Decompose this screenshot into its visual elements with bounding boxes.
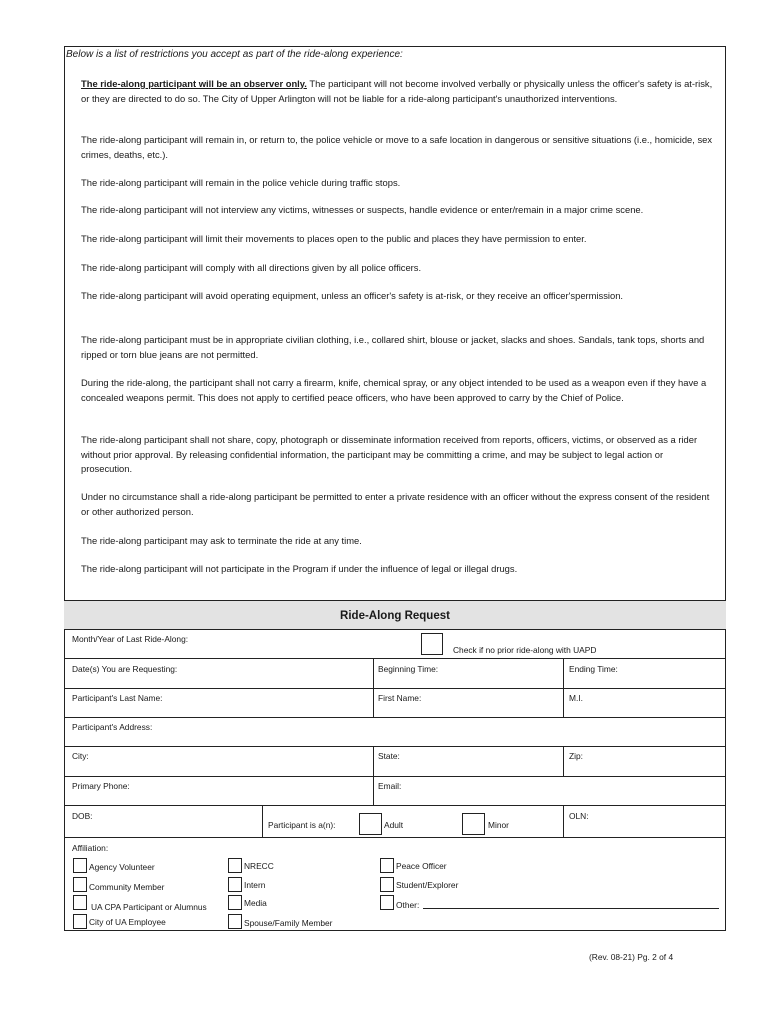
community-member-checkbox[interactable] <box>73 877 87 892</box>
no-prior-checkbox[interactable] <box>421 633 443 655</box>
adult-checkbox[interactable] <box>359 813 382 835</box>
restriction-paragraph: The ride-along participant must be in appropriate civilian clothing, i.e., collared shirt, blouse or jacket, slacks and shoes. Sandals, tank tops, shorts and ripped or torn blue jeans are not permitted. <box>81 334 705 360</box>
other-label: Other: <box>396 900 420 910</box>
row-divider <box>64 805 726 806</box>
ua-cpa-label: UA CPA Participant or Alumnus <box>91 902 207 912</box>
last-name-label: Participant's Last Name: <box>72 693 163 703</box>
nrecc-label: NRECC <box>244 861 274 871</box>
mi-label: M.I. <box>569 693 583 703</box>
restriction-paragraph: The ride-along participant may ask to terminate the ride at any time. <box>81 535 362 546</box>
restriction-paragraph: The ride-along participant will avoid operating equipment, unless an officer's safety is at-risk, or they receive an officer'spermission. <box>81 290 624 301</box>
agency-volunteer-label: Agency Volunteer <box>89 862 155 872</box>
restriction-paragraph: The ride-along participant will limit their movements to places open to the public and places they have permission to enter. <box>81 233 587 244</box>
media-checkbox[interactable] <box>228 895 242 910</box>
restrictions-intro: Below is a list of restrictions you accept as part of the ride-along experience: <box>66 49 403 60</box>
restriction-paragraph: The ride-along participant will not interview any victims, witnesses or suspects, handle evidence or enter/remain in a major crime scene. <box>81 204 644 215</box>
other-input-line[interactable] <box>423 908 719 909</box>
address-label: Participant's Address: <box>72 722 153 732</box>
page-footer: (Rev. 08-21) Pg. 2 of 4 <box>589 952 674 962</box>
restriction-text: The participant will not become involved verbally or physically unless the officer's safety is at-risk, or they are directed to do so. The City of Upper Arlington will not be liable for a ride-along participant's unauthorized interventions. <box>81 78 713 104</box>
column-divider <box>563 658 564 718</box>
participant-type-label: Participant is a(n): <box>268 820 336 830</box>
minor-checkbox[interactable] <box>462 813 485 835</box>
last-ride-label: Month/Year of Last Ride-Along: <box>72 634 189 644</box>
row-divider <box>64 837 726 838</box>
student-explorer-checkbox[interactable] <box>380 877 394 892</box>
column-divider <box>563 805 564 838</box>
restriction-lead: The ride-along participant will be an observer only. <box>81 78 307 89</box>
media-label: Media <box>244 898 267 908</box>
column-divider <box>262 805 263 838</box>
end-time-label: Ending Time: <box>569 664 618 674</box>
minor-label: Minor <box>488 820 509 830</box>
restriction-paragraph: The ride-along participant will not participate in the Program if under the influence of legal or illegal drugs. <box>81 563 518 574</box>
row-divider <box>64 746 726 747</box>
oln-label: OLN: <box>569 811 589 821</box>
restriction-paragraph: The ride-along participant shall not share, copy, photograph or disseminate information received from reports, officers, victims, or observed as a rider without prior approval. By releasing confidential information, the participant may be committing a crime, and may be subject to legal action or prosecution. <box>81 434 698 474</box>
restriction-paragraph: Under no circumstance shall a ride-along participant be permitted to enter a private residence with an officer without the express consent of the resident or other authorized person. <box>81 491 710 517</box>
zip-label: Zip: <box>569 751 583 761</box>
restriction-paragraph: The ride-along participant will comply with all directions given by all police officers. <box>81 262 422 273</box>
row-divider <box>64 688 726 689</box>
peace-officer-label: Peace Officer <box>396 861 447 871</box>
affiliation-label: Affiliation: <box>72 843 109 853</box>
restriction-paragraph: The ride-along participant will remain in, or return to, the police vehicle or move to a safe location in dangerous or sensitive situations (i.e., homicide, sex crimes, deaths, etc.). <box>81 134 713 160</box>
dates-label: Date(s) You are Requesting: <box>72 664 178 674</box>
other-checkbox[interactable] <box>380 895 394 910</box>
restriction-paragraph <box>81 77 714 106</box>
city-employee-checkbox[interactable] <box>73 914 87 929</box>
column-divider <box>373 746 374 806</box>
city-label: City: <box>72 751 89 761</box>
column-divider <box>373 658 374 718</box>
spouse-family-label: Spouse/Family Member <box>244 918 333 928</box>
begin-time-label: Beginning Time: <box>378 664 439 674</box>
phone-label: Primary Phone: <box>72 781 130 791</box>
form-title: Ride-Along Request <box>64 600 726 630</box>
dob-label: DOB: <box>72 811 93 821</box>
peace-officer-checkbox[interactable] <box>380 858 394 873</box>
row-divider <box>64 776 726 777</box>
email-label: Email: <box>378 781 402 791</box>
spouse-family-checkbox[interactable] <box>228 914 242 929</box>
adult-label: Adult <box>384 820 404 830</box>
no-prior-label: Check if no prior ride-along with UAPD <box>453 645 597 655</box>
column-divider <box>563 746 564 777</box>
row-divider <box>64 658 726 659</box>
intern-label: Intern <box>244 880 266 890</box>
restriction-paragraph: The ride-along participant will remain in the police vehicle during traffic stops. <box>81 177 401 188</box>
first-name-label: First Name: <box>378 693 422 703</box>
agency-volunteer-checkbox[interactable] <box>73 858 87 873</box>
row-divider <box>64 717 726 718</box>
nrecc-checkbox[interactable] <box>228 858 242 873</box>
student-explorer-label: Student/Explorer <box>396 880 459 890</box>
intern-checkbox[interactable] <box>228 877 242 892</box>
city-employee-label: City of UA Employee <box>89 917 166 927</box>
ua-cpa-checkbox[interactable] <box>73 895 87 910</box>
restriction-paragraph: During the ride-along, the participant shall not carry a firearm, knife, chemical spray, or any object intended to be used as a weapon even if they have a concealed weapons permit. This does not apply to certified peace officers, who have been approved to carry by the Chief of Police. <box>81 377 707 403</box>
state-label: State: <box>378 751 400 761</box>
community-member-label: Community Member <box>89 882 165 892</box>
